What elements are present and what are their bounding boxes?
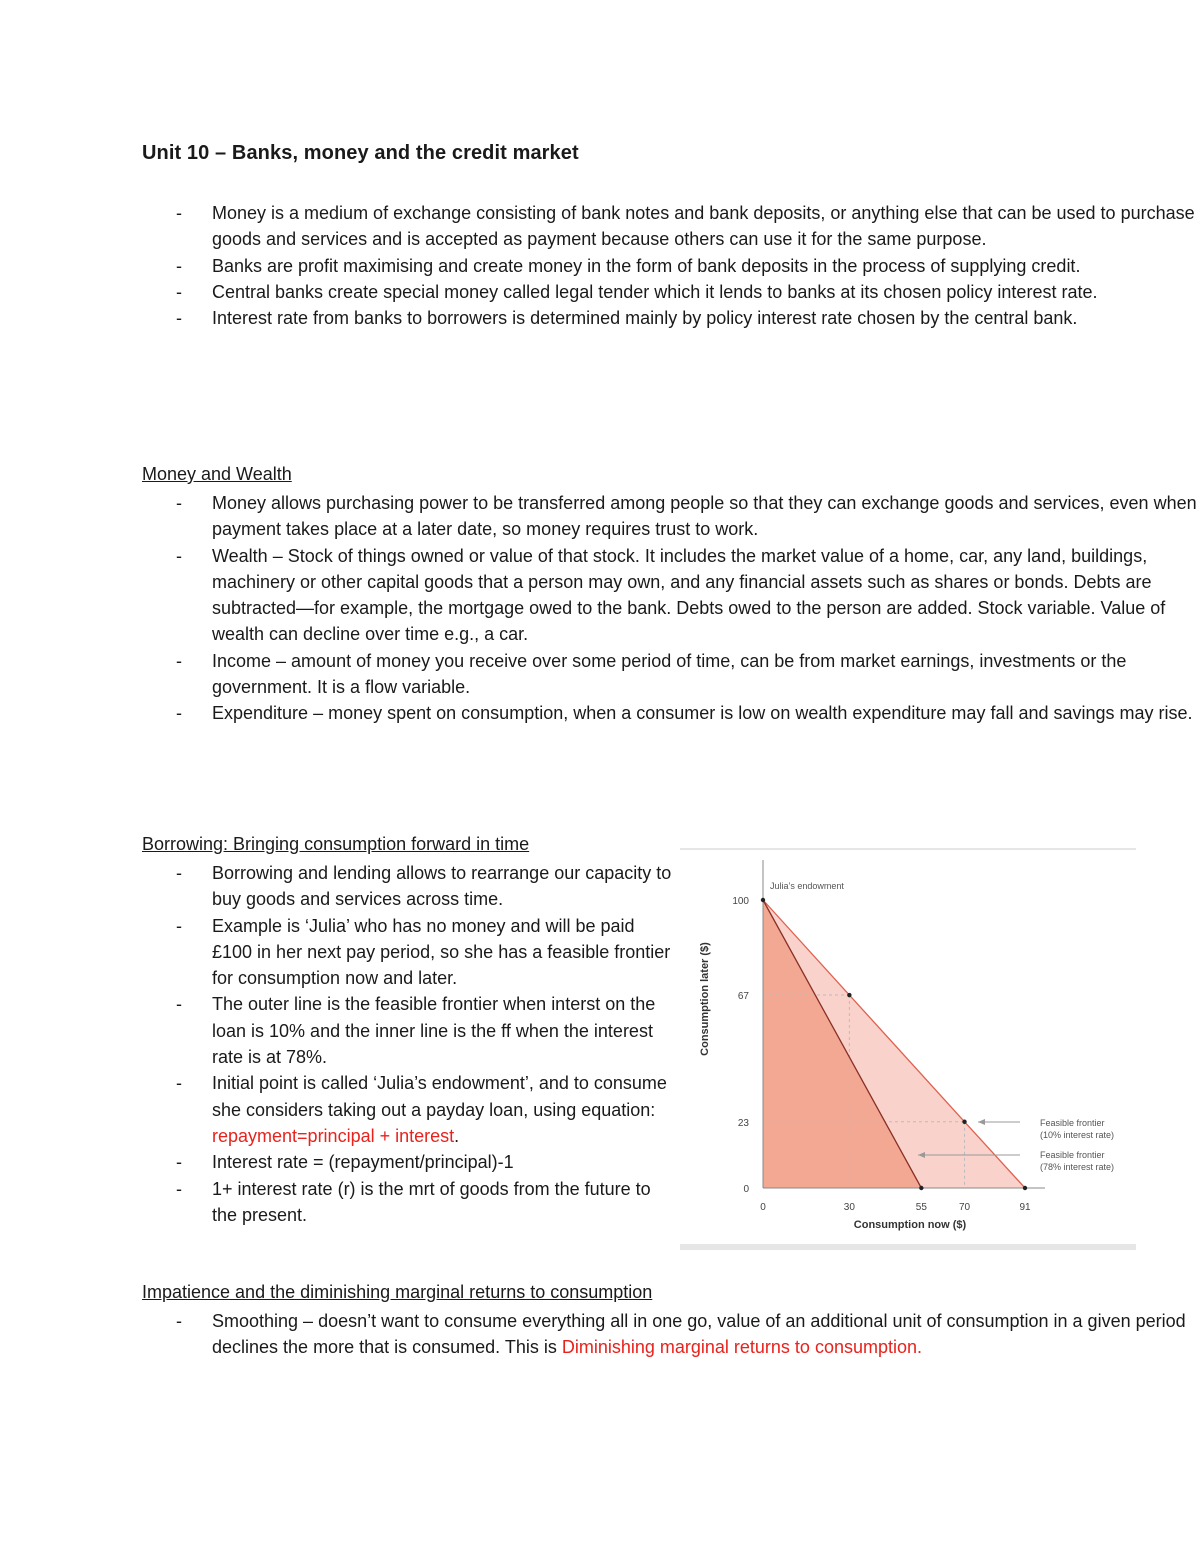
equation-highlight: repayment=principal + interest: [212, 1125, 455, 1146]
list-item: - Money is a medium of exchange consisting of bank notes and bank deposits, or anything else that can be used to purchase goods and services and is accepted as payment because others can use it for the same purpose.: [142, 200, 1200, 253]
x-tick-label: 70: [958, 1202, 971, 1213]
intro-list: [142, 200, 1200, 331]
chart-svg: [680, 847, 1136, 1251]
data-point: [847, 993, 851, 997]
list-item: - Wealth – Stock of things owned or value of that stock. It includes the market value of a home, car, any land, buildings, machinery or other capital goods that a person may own, and any financial assets such as shares or bonds. Debts are subtracted—for example, the mortgage owed to the bank. Debts owed to the person are added. Stock variable. Value of wealth can decline over time e.g., a car.: [142, 543, 1200, 648]
x-axis-title: Consumption now ($): [853, 1219, 967, 1231]
endowment-end: .: [454, 1125, 460, 1146]
legend-outer-line2: (10% interest rate): [1040, 1130, 1115, 1140]
legend-inner-line2: (78% interest rate): [1040, 1162, 1115, 1172]
page-title: Unit 10 – Banks, money and the credit market: [142, 142, 579, 164]
x-tick-label: 0: [760, 1202, 766, 1213]
list-item: - The outer line is the feasible frontier when interst on the loan is 10% and the inner line is the ff when the interest rate is at 78%.: [142, 991, 672, 1070]
legend-outer-line1: Feasible frontier: [1040, 1118, 1105, 1128]
y-tick-label: 100: [732, 896, 749, 907]
impatience-list: [142, 1308, 1200, 1361]
list-item: - Money allows purchasing power to be transferred among people so that they can exchange goods and services, even when payment takes place at a later date, so money requires trust to work.: [142, 490, 1200, 543]
y-tick-label: 67: [737, 991, 749, 1003]
dmr-highlight: Diminishing marginal returns to consumption.: [561, 1337, 923, 1358]
y-tick-label: 0: [743, 1184, 749, 1195]
list-item: - 1+ interest rate (r) is the mrt of goods from the future to the present.: [142, 1176, 672, 1229]
endowment-annotation: Julia’s endowment: [770, 881, 844, 891]
x-tick-label: 30: [843, 1202, 855, 1213]
list-item: - Income – amount of money you receive over some period of time, can be from market earnings, investments or the government. It is a flow variable.: [142, 648, 1200, 701]
x-tick-label: 55: [915, 1202, 927, 1213]
list-item: [142, 1070, 672, 1149]
y-axis-title: Consumption later ($): [699, 942, 711, 1056]
data-point: [962, 1120, 966, 1124]
money-wealth-list: [142, 490, 1200, 727]
data-point: [919, 1186, 923, 1190]
list-item: - Example is ‘Julia’ who has no money and will be paid £100 in her next pay period, so she has a feasible frontier for consumption now and later.: [142, 913, 672, 992]
list-item: - Expenditure – money spent on consumption, when a consumer is low on wealth expenditure may fall and savings may rise.: [142, 700, 1200, 726]
borrowing-heading: Borrowing: Bringing consumption forward in time: [142, 834, 530, 854]
list-item: - Interest rate = (repayment/principal)-1: [142, 1149, 672, 1175]
list-item: [142, 1308, 1200, 1361]
money-wealth-heading: Money and Wealth: [142, 464, 292, 484]
impatience-heading: Impatience and the diminishing marginal returns to consumption: [142, 1282, 653, 1302]
data-point: [761, 898, 765, 902]
list-item: - Interest rate from banks to borrowers is determined mainly by policy interest rate chosen by the central bank.: [142, 305, 1200, 331]
smoothing-text: Smoothing – doesn’t want to consume everything all in one go, value of an additional unit of consumption in a given period declines the more that is consumed. This is: [212, 1311, 1186, 1358]
feasible-frontier-chart: [680, 847, 1136, 1251]
list-item: - Banks are profit maximising and create money in the form of bank deposits in the process of supplying credit.: [142, 253, 1200, 279]
legend-inner-line1: Feasible frontier: [1040, 1150, 1105, 1160]
list-item: - Borrowing and lending allows to rearrange our capacity to buy goods and services across time.: [142, 860, 672, 913]
endowment-text: Initial point is called ‘Julia’s endowment’, and to consume she considers taking out a payday loan, using equation:: [212, 1073, 667, 1120]
y-tick-label: 23: [737, 1117, 749, 1129]
list-item: - Central banks create special money called legal tender which it lends to banks at its chosen policy interest rate.: [142, 279, 1200, 305]
borrowing-list: [142, 860, 672, 1228]
x-tick-label: 91: [1019, 1202, 1031, 1213]
data-point: [1023, 1186, 1027, 1190]
